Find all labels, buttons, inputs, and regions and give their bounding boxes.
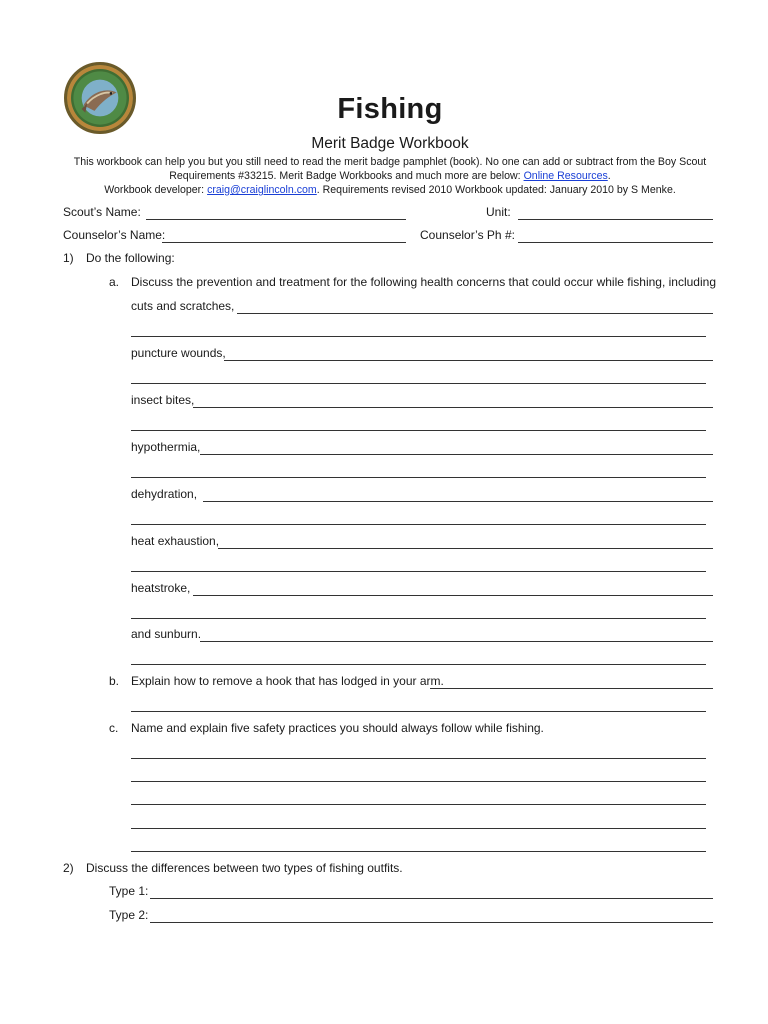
concern-label: cuts and scratches, [131,299,235,313]
online-resources-link[interactable]: Online Resources [523,170,608,182]
answer-line[interactable] [193,595,713,596]
counselor-phone-label: Counselor’s Ph #: [420,228,515,242]
answer-line[interactable] [131,804,706,805]
concern-label: hypothermia, [131,440,201,454]
answer-line[interactable] [200,454,713,455]
counselor-name-field[interactable] [162,242,406,243]
answer-line[interactable] [131,477,706,478]
concern-label: dehydration, [131,487,198,501]
answer-line[interactable] [131,758,706,759]
req1-number: 1) [63,251,74,265]
unit-label: Unit: [486,205,511,219]
answer-line[interactable] [131,571,706,572]
type1-field[interactable] [150,898,713,899]
req2-text: Discuss the differences between two types of fishing outfits. [86,861,403,875]
answer-line[interactable] [224,360,713,361]
answer-line[interactable] [131,851,706,852]
answer-line[interactable] [218,548,713,549]
counselor-phone-field[interactable] [518,242,713,243]
page-subtitle: Merit Badge Workbook [311,135,469,152]
req2-number: 2) [63,861,74,875]
answer-line[interactable] [131,383,706,384]
concern-label: and sunburn. [131,627,202,641]
type1-label: Type 1: [109,884,149,898]
req1b-text: Explain how to remove a hook that has lodged in your arm. [131,674,444,688]
answer-line[interactable] [131,618,706,619]
concern-label: puncture wounds, [131,346,226,360]
answer-line[interactable] [131,828,706,829]
req1c-letter: c. [109,721,119,735]
concern-label: heatstroke, [131,581,191,595]
req1c-text: Name and explain five safety practices you should always follow while fishing. [131,721,544,735]
req1a-letter: a. [109,275,120,289]
type2-label: Type 2: [109,908,149,922]
scout-name-field[interactable] [146,219,406,220]
intro-line-1: This workbook can help you but you still need to read the merit badge pamphlet (book). No one can add or subtract from the Boy Scout [73,156,707,168]
intro-line-2: Requirements #33215. Merit Badge Workbooks and much more are below: Online Resources. [169,170,611,182]
page-title: Fishing [337,93,443,125]
concern-label: heat exhaustion, [131,534,220,548]
answer-line[interactable] [237,313,713,314]
type2-field[interactable] [150,922,713,923]
req1-text: Do the following: [86,251,175,265]
answer-line[interactable] [131,336,706,337]
answer-line[interactable] [193,407,713,408]
developer-email-link[interactable]: craig@craiglincoln.com [207,184,317,196]
answer-line[interactable] [131,524,706,525]
answer-line[interactable] [131,430,706,431]
answer-line[interactable] [430,688,713,689]
answer-line[interactable] [131,664,706,665]
intro-line-3: Workbook developer: craig@craiglincoln.com. Requirements revised 2010 Workbook updated: January 2010 by S Menke. [104,184,676,196]
req1b-letter: b. [109,674,120,688]
scout-name-label: Scout’s Name: [63,205,141,219]
concern-label: insect bites, [131,393,195,407]
unit-field[interactable] [518,219,713,220]
answer-line[interactable] [131,781,706,782]
answer-line[interactable] [203,501,713,502]
answer-line[interactable] [200,641,713,642]
counselor-name-label: Counselor’s Name: [63,228,166,242]
intro-text [70,155,710,197]
req1a-text: Discuss the prevention and treatment for the following health concerns that could occur while fishing, including [131,275,716,289]
answer-line[interactable] [131,711,706,712]
